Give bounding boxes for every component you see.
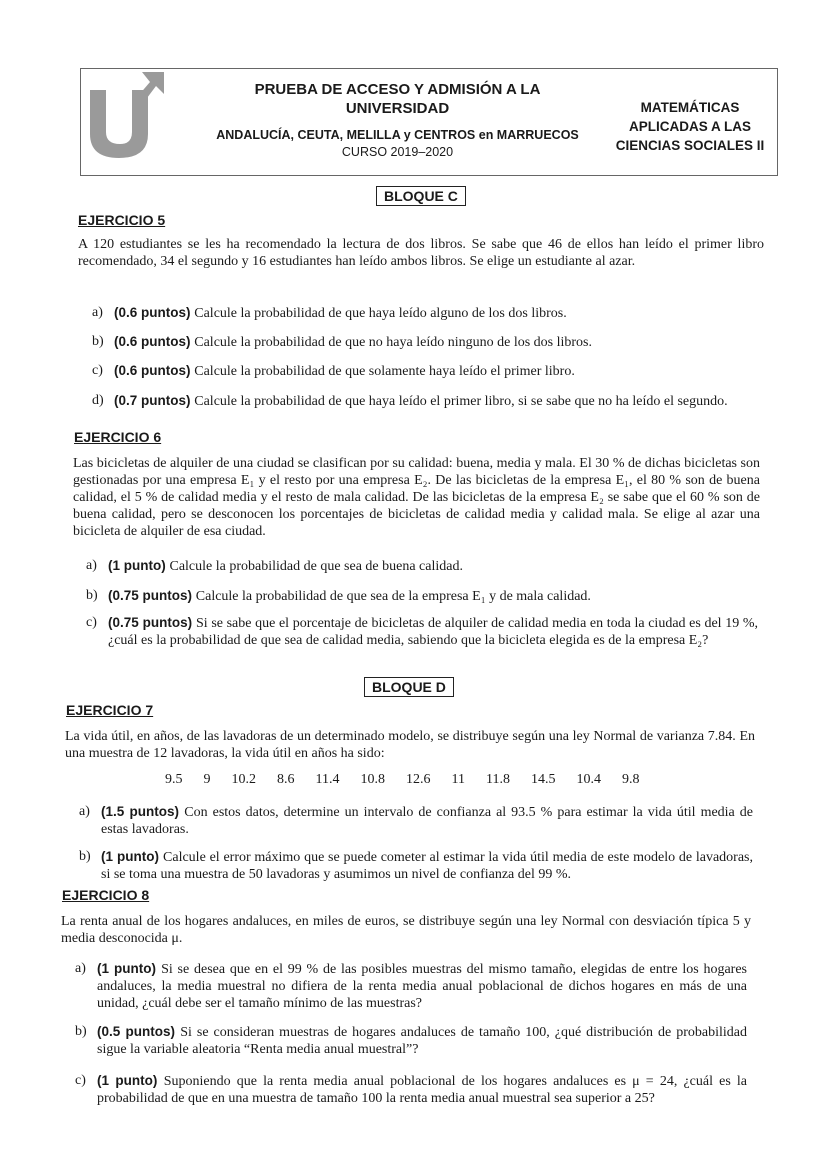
- data-value: 10.4: [576, 772, 601, 787]
- exercise-8-statement: La renta anual de los hogares andaluces, en miles de euros, se distribuye según una ley Normal con desviación típica 5 y media desconocida μ.: [61, 914, 751, 946]
- item-label: a): [86, 558, 97, 573]
- item-text: Calcule la probabilidad de que sea de la empresa E₁ y de mala calidad.: [195, 589, 591, 604]
- item-text: Calcule el error máximo que se puede cometer al estimar la vida útil media de este modelo de lavadoras, si se toma una muestra de 50 lavadoras y asumimos un nivel de confianza del 99 %.: [101, 850, 753, 882]
- item-points: (0.6 puntos): [114, 305, 195, 320]
- item-points: (1 punto): [101, 849, 164, 864]
- data-value: 10.2: [231, 772, 256, 787]
- exercise-5-item-a: [92, 304, 764, 322]
- data-value: 12.6: [405, 772, 431, 787]
- item-label: b): [86, 588, 98, 603]
- data-value: 9: [203, 772, 211, 787]
- item-text: Calcule la probabilidad de que sea de buena calidad.: [169, 559, 463, 574]
- data-value: 11: [451, 772, 465, 787]
- item-points: (1 punto): [97, 1073, 164, 1088]
- item-text: Suponiendo que la renta media anual poblacional de los hogares andaluces es μ = 24, ¿cuál es la probabilidad de que en una muestra de tamaño 100 la renta media anual muestral sea superior a 25?: [97, 1074, 747, 1106]
- header-center: [200, 80, 595, 159]
- data-value: 14.5: [530, 772, 556, 787]
- region: ANDALUCÍA, CEUTA, MELILLA y CENTROS en MARRUECOS: [216, 128, 579, 142]
- exercise-5-title: EJERCICIO 5: [78, 212, 166, 228]
- item-text: Calcule la probabilidad de que solamente haya leído el primer libro.: [194, 364, 575, 379]
- data-value: 8.6: [277, 772, 295, 787]
- subject-line-2: APLICADAS A LAS: [628, 119, 751, 134]
- item-label: c): [92, 363, 103, 378]
- item-label: b): [75, 1024, 87, 1039]
- exercise-6-title: EJERCICIO 6: [74, 429, 162, 445]
- subject-line-1: MATEMÁTICAS: [640, 100, 740, 115]
- data-value: 11.4: [315, 772, 340, 787]
- item-text: Calcule la probabilidad de que no haya leído ninguno de los dos libros.: [194, 335, 592, 350]
- block-d-title: BLOQUE D: [364, 677, 454, 697]
- item-text: Calcule la probabilidad de que haya leído alguno de los dos libros.: [194, 306, 567, 321]
- exercise-5-item-d: [92, 392, 764, 410]
- item-text: Si se desea que en el 99 % de las posibles muestras del mismo tamaño, elegidas de entre los hogares andaluces, la media muestral no difiera de la renta media anual poblacional de dichos hogares en más de una unidad, ¿cuál debe ser el tamaño mínimo de las muestras?: [97, 962, 747, 1011]
- exam-title: PRUEBA DE ACCESO Y ADMISIÓN A LA: [254, 81, 541, 98]
- data-value: 9.5: [165, 772, 183, 787]
- item-text: Calcule la probabilidad de que haya leído el primer libro, si se sabe que no ha leído el segundo.: [194, 394, 728, 409]
- data-value: 9.8: [621, 772, 640, 787]
- item-text: Con estos datos, determine un intervalo de confianza al 93.5 % para estimar la vida útil media de estas lavadoras.: [101, 805, 753, 837]
- university-logo-icon: [86, 68, 168, 160]
- item-label: b): [92, 334, 104, 349]
- exercise-7-title: EJERCICIO 7: [66, 702, 154, 718]
- exercise-7-statement: La vida útil, en años, de las lavadoras de un determinado modelo, se distribuye según una ley Normal de varianza 7.84. En una muestra de 12 lavadoras, la vida útil en años ha sido:: [65, 729, 755, 761]
- exercise-6-item-b: [86, 587, 758, 605]
- exam-title-2: UNIVERSIDAD: [345, 100, 450, 117]
- exercise-5-statement: A 120 estudiantes se les ha recomendado la lectura de dos libros. Se sabe que 46 de ellos han leído el primer libro recomendado, 34 el segundo y 16 estudiantes han leído ambos libros. Se elige un estudiante al azar.: [78, 237, 764, 269]
- block-c-title: BLOQUE C: [376, 186, 466, 206]
- exercise-6-statement: Las bicicletas de alquiler de una ciudad se clasifican por su calidad: buena, media y mala. El 30 % de dichas bicicletas son gestionadas por una empresa E₁ y el resto por una empresa E₂. De las bicicletas de la empresa E₁, el 80 % son de buena calidad, el 5 % de calidad media y el resto de mala calidad. De las bicicletas de la empresa E₂ se sabe que el 60 % son de buena calidad, pero se desconocen los porcentajes de bicicletas de calidad media y calidad mala. Se elige al azar una bicicleta de alquiler de esa ciudad.: [73, 456, 760, 539]
- item-points: (1 punto): [108, 558, 170, 573]
- exercise-6-item-c: [86, 614, 758, 649]
- item-label: c): [86, 615, 97, 630]
- item-text: Si se consideran muestras de hogares andaluces de tamaño 100, ¿qué distribución de probabilidad sigue la variable aleatoria “Renta media anual muestral”?: [97, 1025, 747, 1057]
- exercise-7-data-row: [165, 772, 660, 788]
- exercise-5-item-b: [92, 333, 764, 351]
- subject: [605, 98, 775, 155]
- exercise-7-item-b: [79, 848, 753, 883]
- exercise-5-item-c: [92, 362, 764, 380]
- item-label: a): [79, 804, 90, 819]
- item-text: Si se sabe que el porcentaje de bicicletas de alquiler de calidad media en toda la ciudad es del 19 %, ¿cuál es la probabilidad de que sea de calidad media, sabiendo que la bicicleta elegida es de la empresa E₂?: [108, 616, 758, 648]
- subject-line-3: CIENCIAS SOCIALES II: [615, 138, 765, 153]
- item-points: (1.5 puntos): [101, 804, 185, 819]
- item-label: d): [92, 393, 104, 408]
- data-value: 10.8: [360, 772, 385, 787]
- exercise-8-item-b: [75, 1023, 747, 1058]
- exercise-8-item-c: [75, 1072, 747, 1107]
- item-points: (0.7 puntos): [114, 393, 195, 408]
- item-points: (0.6 puntos): [114, 334, 195, 349]
- item-label: c): [75, 1073, 86, 1088]
- exercise-8-item-a: [75, 960, 747, 1012]
- item-points: (0.6 puntos): [114, 363, 195, 378]
- item-points: (0.75 puntos): [108, 615, 197, 630]
- item-points: (1 punto): [97, 961, 162, 976]
- item-points: (0.5 puntos): [97, 1024, 181, 1039]
- item-points: (0.75 puntos): [108, 588, 196, 603]
- exercise-7-item-a: [79, 803, 753, 838]
- item-label: b): [79, 849, 91, 864]
- item-label: a): [75, 961, 86, 976]
- course: CURSO 2019–2020: [341, 145, 454, 159]
- item-label: a): [92, 305, 103, 320]
- data-value: 11.8: [485, 772, 510, 787]
- exercise-6-item-a: [86, 557, 758, 575]
- exercise-8-title: EJERCICIO 8: [62, 887, 150, 903]
